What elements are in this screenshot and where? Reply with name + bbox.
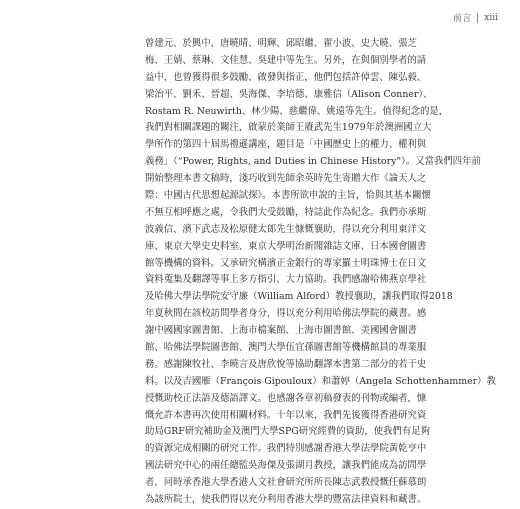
text-line: 際：中國古代思想起源試探》。本書所欲申說的主旨，恰與其基本關懷 — [145, 190, 431, 202]
text-line: 梁治平、劉禾、晉超、吳海傑、李培德、康雅信（Alison Conner）、 — [145, 88, 433, 100]
header-divider — [477, 13, 478, 23]
text-line: 國法研究中心的兩任總監吳海傑及張湖月教授，讓我們能成為訪問學 — [145, 460, 427, 472]
page-number: xiii — [484, 12, 498, 23]
text-line: 梅、王婧、蔡琳、文佳慧、吳建中等先生。另外，在與個別學者的請 — [145, 54, 427, 66]
text-line: 波義信、濱下武志及松原健太郎先生慷慨襄助，得以充分利用東洋文 — [145, 223, 427, 235]
text-line: 年夏秋間在該校訪問學者身分，得以充分利用哈佛法學院的藏書。感 — [145, 308, 427, 320]
running-head — [453, 11, 498, 24]
section-title: 前言 — [453, 14, 472, 24]
text-line: 慨允許本書再次使用相關材料。十年以來，我們先後獲得香港研究資 — [145, 409, 427, 421]
text-line: 益中，也曾獲得很多鼓勵、啟發與指正，他們包括許倬雲、陳弘毅、 — [145, 71, 427, 83]
text-line: 務。感謝陳牧社、李曉言及唐欣悅等協助翻譯本書第二部分的若干史 — [145, 358, 427, 370]
text-line: 學所作的第四十屆馬禮遜講座，題目是「中國歷史上的權力、權利與 — [145, 139, 427, 151]
text-line: 及哈佛大學法學院安守廉（William Alford）教授襄助，讓我們取得2018 — [145, 291, 453, 303]
text-line: 者，同時承香港大學香港人文社會研究所所長陳志武教授慨任蘇慕朗 — [145, 477, 427, 489]
text-line: 謝中國國家圖書館、上海市檔案館、上海市圖書館、美國國會圖書 — [145, 325, 417, 337]
text-line: 館等機構的資料。又承研究構濱正金銀行的專家羅士明珠博士在日文 — [145, 257, 427, 269]
text-line: 不無互相呼應之處，令我們大受鼓勵，特誌此作為紀念。我們亦承斯 — [145, 206, 427, 218]
text-line: 我們對相關課題的關注，啟蒙於業師王賡武先生1979年於澳洲國立大 — [145, 122, 432, 134]
text-line: 料。以及吉國雁（François Gipouloux）和蕭婷（Angela Schottenhammer）教 — [145, 375, 496, 387]
text-line: 曾建元、於興中、唐曉晴、明輝、邱昭繼、翟小波、史大曉、張芝 — [145, 38, 417, 49]
body-text — [145, 36, 496, 509]
text-line: 義務」（“Power, Rights, and Duties in Chinese History”）。又當我們四年前 — [145, 156, 481, 168]
text-line: 資料蒐集及翻譯等事上多方指引、大力協助。我們感謝哈佛燕京學社 — [145, 274, 427, 286]
text-line: 為該所院士，使我們得以充分利用香港大學的豐富法律資料和藏書。 — [145, 494, 427, 506]
text-line: Rostam R. Neuwirth、林少陽、慈繼偉、姚遠等先生。值得紀念的是， — [145, 105, 449, 117]
text-line: 開始整理本書文稿時，淺巧收到先師余英時先生寄贈大作《論天人之 — [145, 173, 427, 185]
text-line: 助局GRF研究補助金及澳門大學SPG研究經費的資助，使我們有足夠 — [145, 426, 431, 438]
text-line: 授慨助校正法語及德語譯文。也感謝各章初稿發表的刊物或編者，慷 — [145, 392, 427, 404]
text-line: 庫、東京大學史史料室、東京大學明治新聞雜誌文庫、日本國會圖書 — [145, 240, 427, 252]
text-line: 的資源完成相關的研究工作。我們特別感謝香港大學法學院黃乾亨中 — [145, 443, 427, 455]
text-line: 館、哈佛法學院圖書館、澳門大學伍宜孫圖書館等機構館員的專業服 — [145, 342, 427, 354]
